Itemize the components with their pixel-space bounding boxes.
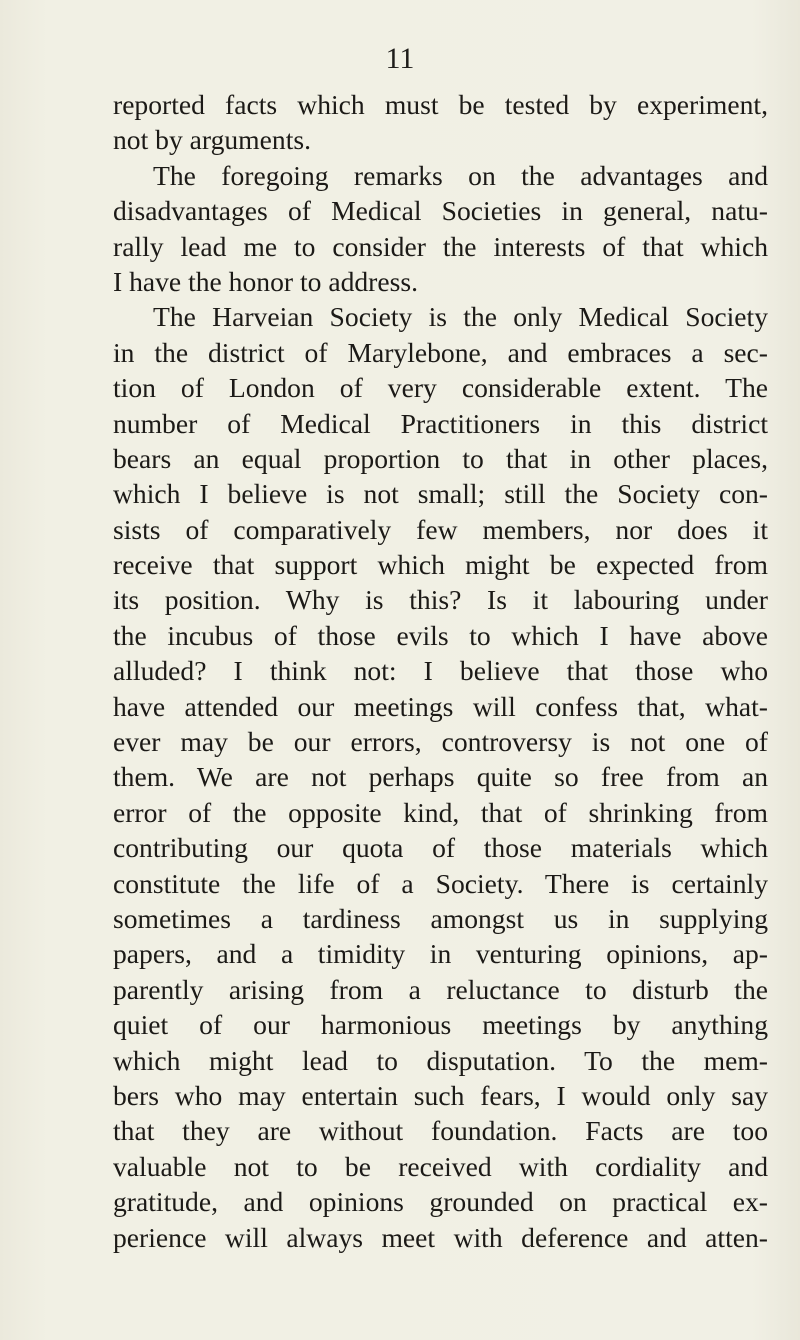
text-line: have attended our meetings will confess that, what- [113,690,768,722]
text-line: contributing our quota of those materials which [113,832,768,864]
text-line: number of Medical Practitioners in this district [113,407,768,439]
text-line: reported facts which must be tested by experiment, [113,89,768,120]
text-line: which might lead to disputation. To the mem- [113,1044,768,1076]
text-line: that they are without foundation. Facts are too [113,1115,768,1147]
text-line: the incubus of those evils to which I have above [113,619,768,651]
text-line: which I believe is not small; still the Society con- [113,478,768,510]
text-line: tion of London of very considerable extent. The [113,372,768,404]
page-number: 11 [385,42,415,75]
text-line: parently arising from a reluctance to disturb the [113,973,768,1005]
text-line: The foregoing remarks on the advantages and [153,159,768,191]
text-line: ever may be our errors, controversy is not one of [113,726,768,758]
text-line: The Harveian Society is the only Medical Society [153,301,768,333]
text-line: perience will always meet with deference and atten- [113,1221,768,1253]
text-line: not by arguments. [113,124,311,156]
text-line: valuable not to be received with cordiality and [113,1150,768,1182]
text-line: receive that support which might be expected from [113,549,768,581]
text-line: them. We are not perhaps quite so free from an [113,761,768,793]
text-line: error of the opposite kind, that of shrinking from [113,796,768,828]
text-line: sists of comparatively few members, nor does it [113,513,768,545]
text-line: bers who may entertain such fears, I would only say [113,1079,768,1111]
text-line: alluded? I think not: I believe that those who [113,655,768,687]
text-line: disadvantages of Medical Societies in general, natu- [113,195,768,227]
text-line: its position. Why is this? Is it labouring under [113,584,768,616]
text-line: papers, and a timidity in venturing opinions, ap- [113,938,768,970]
body-text [113,87,768,1255]
text-line: constitute the life of a Society. There is certainly [113,867,768,899]
text-line: quiet of our harmonious meetings by anything [113,1009,768,1041]
text-line: sometimes a tardiness amongst us in supplying [113,902,768,934]
text-line: gratitude, and opinions grounded on practical ex- [113,1186,768,1218]
text-line: rally lead me to consider the interests of that which [113,230,768,262]
text-line: bears an equal proportion to that in other places, [113,442,768,474]
text-line: in the district of Marylebone, and embraces a sec- [113,336,768,368]
text-line: I have the honor to address. [113,265,418,297]
